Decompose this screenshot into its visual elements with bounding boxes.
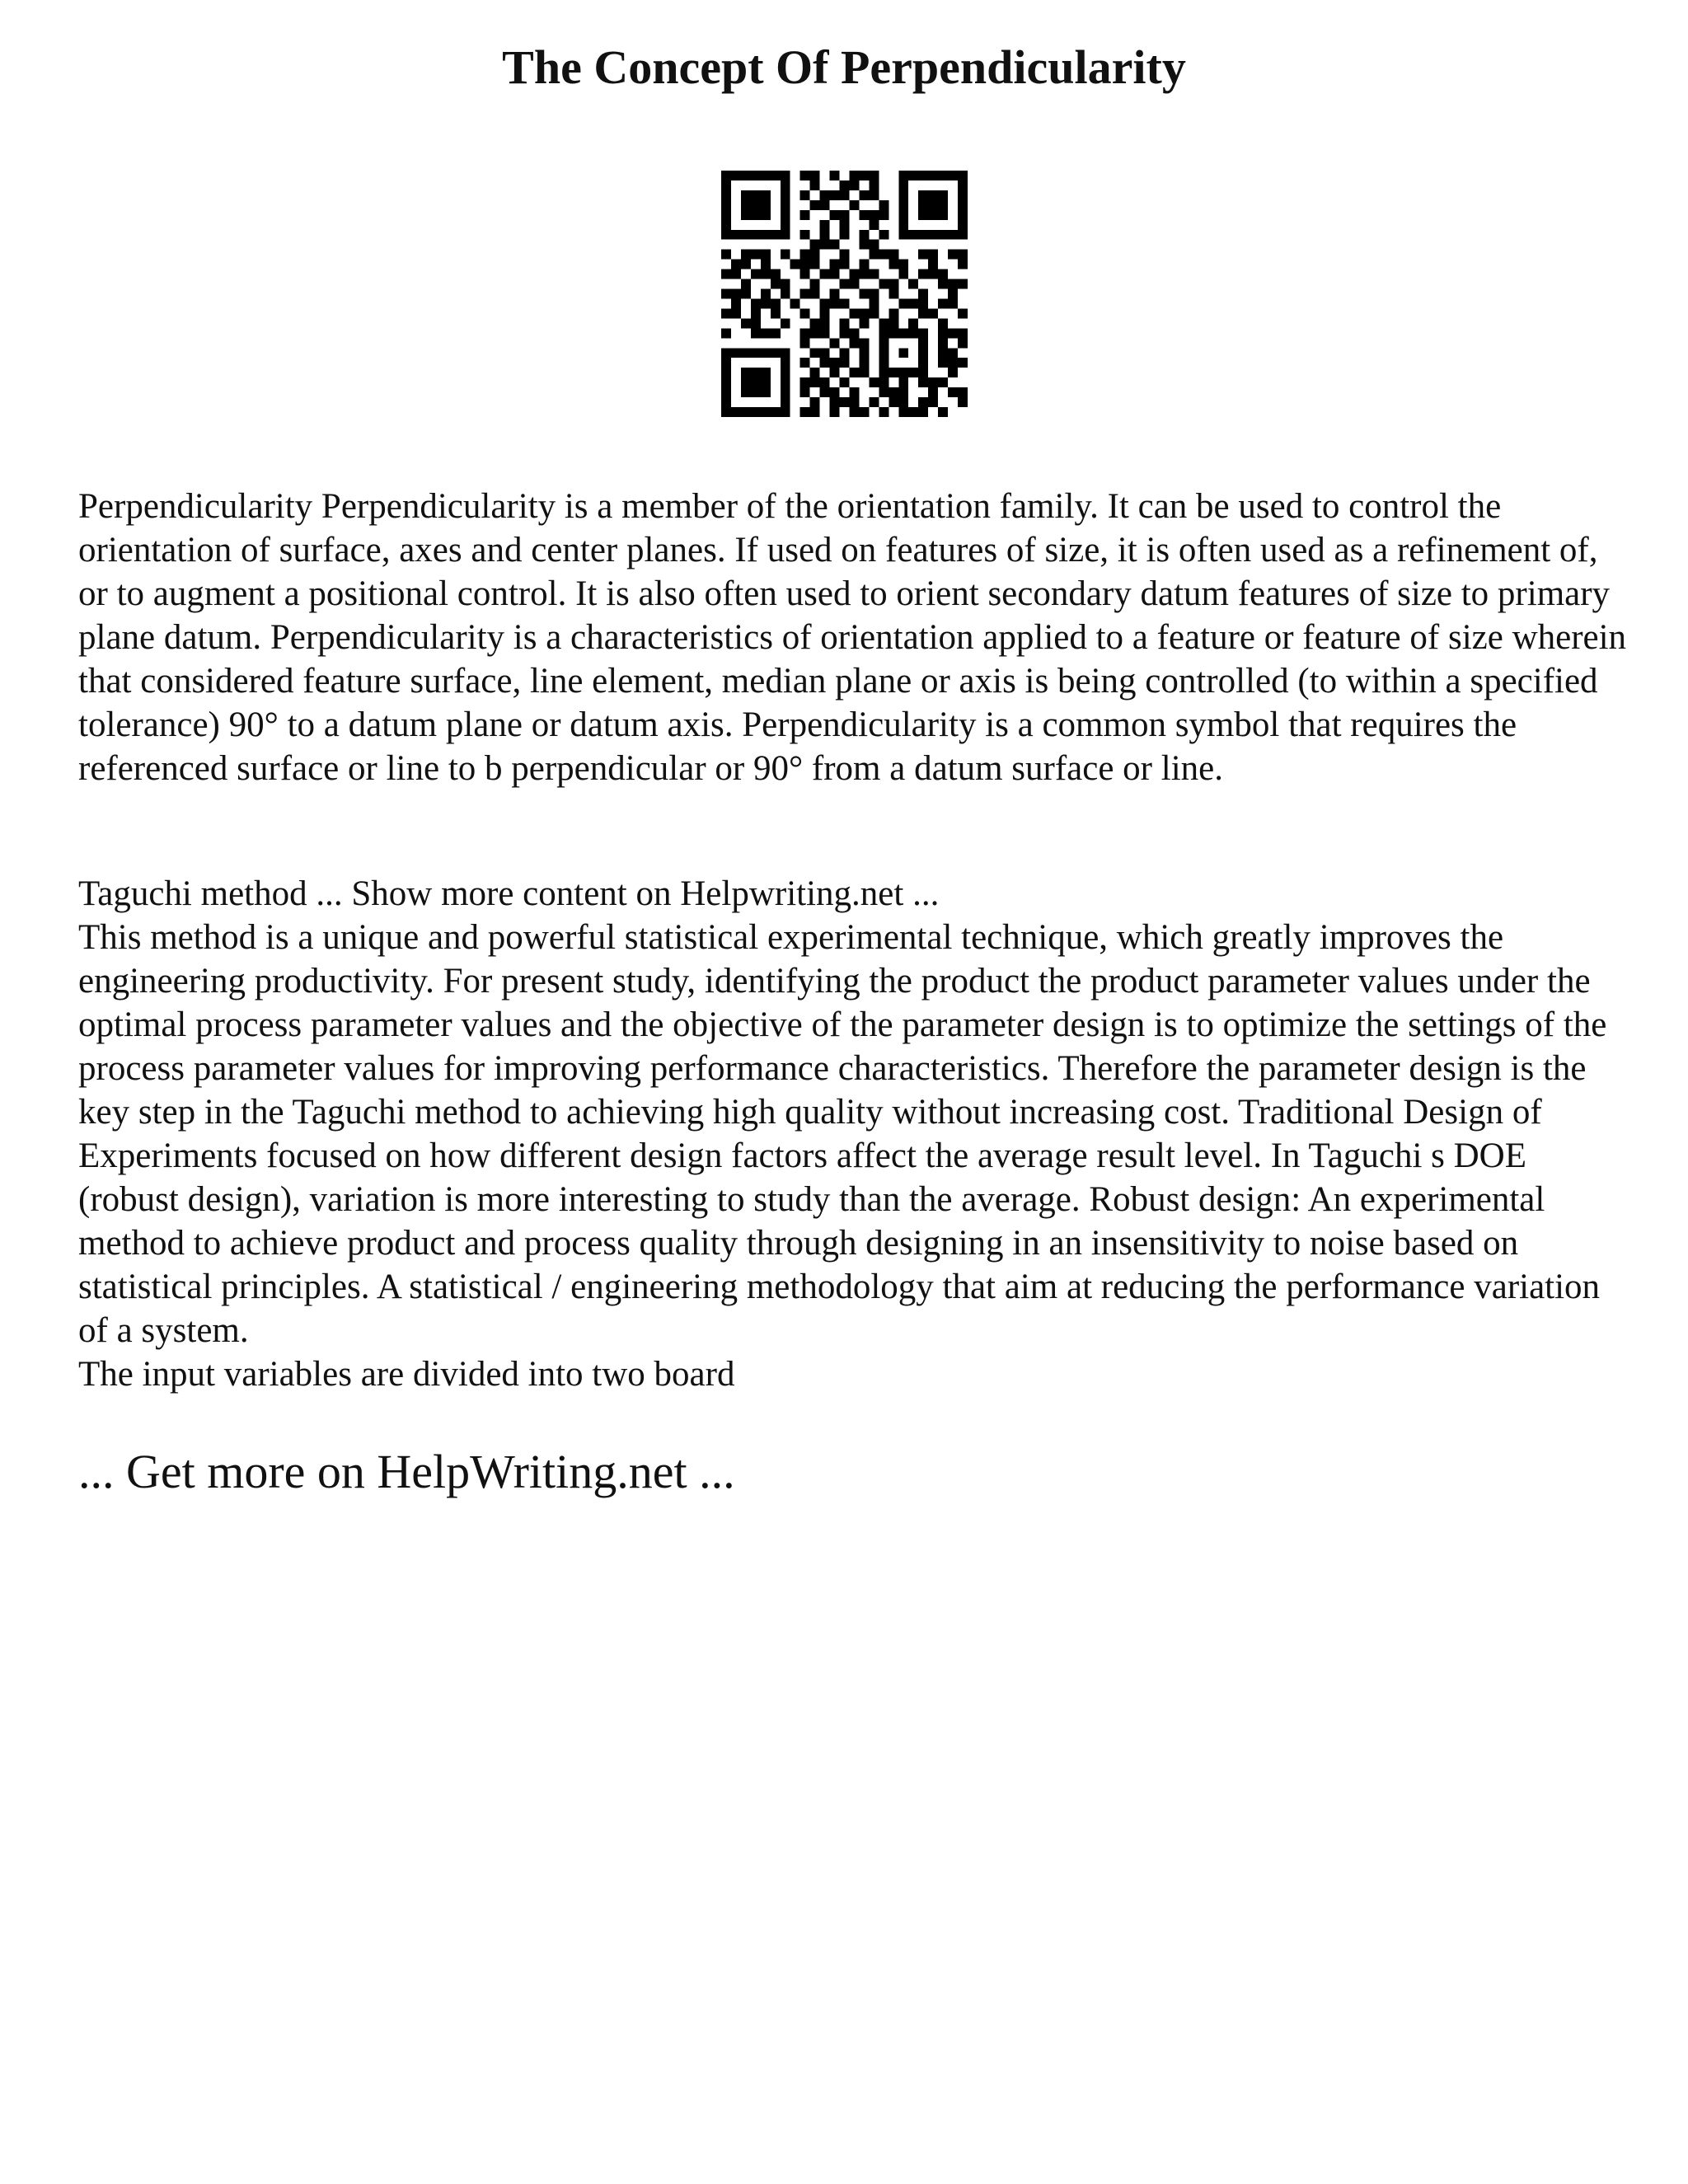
- get-more-link[interactable]: ... Get more on HelpWriting.net ...: [78, 1445, 735, 1498]
- paragraph-taguchi-lead: Taguchi method ... Show more content on Helpwriting.net ...: [78, 874, 940, 913]
- paragraph-taguchi-body: This method is a unique and powerful statistical experimental technique, which greatly improves the engineering productivity. For present study, identifying the product the product parameter values under the optimal process parameter values and the objective of the parameter design is to optimize the settings of the process parameter values for improving performance characteristics. Therefore the parameter design is the key step in the Taguchi method to achieving high quality without increasing cost. Traditional Design of Experiments focused on how different design factors affect the average result level. In Taguchi s DOE (robust design), variation is more interesting to study than the average. Robust design: An experimental method to achieve product and process quality through designing in an insensitivity to noise based on statistical principles. A statistical / engineering methodology that aim at reducing the performance variation of a system.: [78, 918, 1607, 1350]
- qr-code-icon: [721, 171, 968, 417]
- page-title: The Concept Of Perpendicularity: [502, 40, 1186, 94]
- paragraph-perpendicularity: Perpendicularity Perpendicularity is a member of the orientation family. It can be used to control the orientation of surface, axes and center planes. If used on features of size, it is often used as a refinement of, or to augment a positional control. It is also often used to orient secondary datum features of size to primary plane datum. Perpendicularity is a characteristics of orientation applied to a feature or feature of size wherein that considered feature surface, line element, median plane or axis is being controlled (to within a specified tolerance) 90° to a datum plane or datum axis. Perpendicularity is a common symbol that requires the referenced surface or line to b perpendicular or 90° from a datum surface or line.: [78, 487, 1627, 788]
- paragraph-taguchi-tail: The input variables are divided into two board: [78, 1355, 735, 1394]
- paragraph-taguchi: [78, 872, 1628, 1396]
